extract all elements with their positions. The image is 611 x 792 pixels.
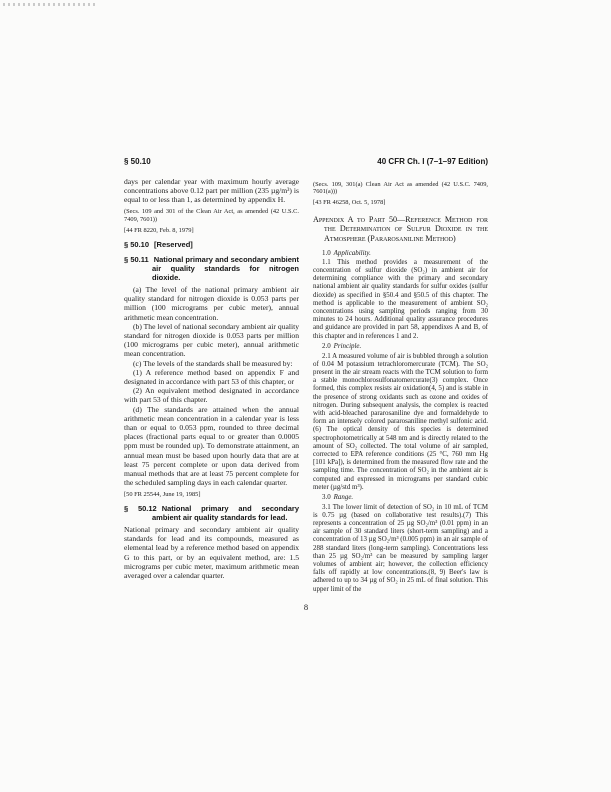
left-column: [124, 177, 299, 593]
paragraph-3-1: 3.1 The lower limit of detection of SO₂ in 10 mL of TCM is 0.75 µg (based on collaborative test results).(7) This represents a concentration of 25 µg SO₂/m³ (0.01 ppm) in an air sample of 30 standard liters (short-term sampling) and a concentration of 13 µg SO₂/m³ (0.005 ppm) in an air sample of 288 standard liters (long-term sampling). Concentrations less than 25 µg SO₂/m³ can be measured by sampling larger volumes of ambient air; however, the collection efficiency falls off rapidly at low concentrations.(8, 9) Beer's law is adhered to up to 34 µg of SO₂ in 25 mL of final solution. This upper limit of the: [313, 502, 488, 593]
paragraph-1-1: 1.1 This method provides a measurement of the concentration of sulfur dioxide (SO₂) in ambient air for determining compliance with the primary and secondary national ambient air quality standards for sulfur oxides (sulfur dioxide) as specified in §50.4 and §50.5 of this chapter. The method is applicable to the measurement of ambient SO₂ concentrations using sampling periods ranging from 30 minutes to 24 hours. Additional quality assurance procedures and guidance are provided in part 58, appendixes A and B, of this chapter and in references 1 and 2.: [313, 257, 488, 340]
section-title: [Reserved]: [154, 240, 193, 250]
appendix-section-number: 2.0: [322, 342, 331, 351]
continuation-paragraph: days per calendar year with maximum hourly average concentrations above 0.12 part per million (235 µg/m³) is equal to or less than 1, as determined by appendix H.: [124, 177, 299, 205]
source-note: [43 FR 46258, Oct. 5, 1978]: [313, 199, 386, 207]
text-columns: [124, 177, 488, 593]
appendix-section-label: Applicability.: [333, 248, 371, 257]
appendix-section-3-heading: [313, 493, 488, 501]
section-heading-50-12: [124, 504, 299, 522]
source-note: [44 FR 8220, Feb. 8, 1979]: [124, 226, 194, 234]
section-heading-50-10: [124, 240, 299, 249]
appendix-section-number: 3.0: [322, 493, 331, 502]
paragraph-d: (d) The standards are attained when the annual arithmetic mean concentration in a calendar year is less than or equal to 0.053 ppm, rounded to three decimal places (fractional parts equal to or greater than 0.0005 ppm must be rounded up). To demonstrate attainment, an annual mean must be based upon hourly data that are at least 75 percent complete or upon data derived from manual methods that are at least 75 percent complete for the scheduled sampling days in each calendar quarter.: [124, 404, 299, 488]
appendix-section-number: 1.0: [322, 248, 331, 257]
right-column: [313, 177, 488, 593]
paragraph-lead-standards: National primary and secondary ambient air quality standards for lead and its compounds, measured as elemental lead by a reference method based on appendix G to this part, or by an equivalent method, are: 1.5 micrograms per cubic meter, maximum arithmetic mean averaged over a calendar quarter.: [124, 524, 299, 580]
running-head-section-number: § 50.10: [124, 157, 151, 166]
appendix-heading: Appendix A to Part 50—Reference Method for the Determination of Sulfur Dioxide in the Atmosphere (Pararosaniline Method): [313, 214, 488, 243]
running-head-edition: 40 CFR Ch. I (7–1–97 Edition): [377, 157, 488, 166]
appendix-section-label: Principle.: [333, 342, 362, 351]
paragraph-c1: (1) A reference method based on appendix F and designated in accordance with part 53 of this chapter, or: [124, 367, 299, 386]
running-head: [124, 157, 488, 166]
appendix-section-2-heading: [313, 342, 488, 350]
statutory-citation: (Secs. 109 and 301 of the Clean Air Act, as amended (42 U.S.C. 7409, 7601)): [124, 208, 299, 223]
paragraph-b: (b) The level of national secondary ambient air quality standard for nitrogen dioxide is 0.053 parts per million (100 micrograms per cubic meter), annual arithmetic mean concentration.: [124, 321, 299, 359]
section-number: § 50.11: [124, 255, 149, 265]
paragraph-c2: (2) An equivalent method designated in accordance with part 53 of this chapter.: [124, 386, 299, 405]
paragraph-2-1: 2.1 A measured volume of air is bubbled through a solution of 0.04 M potassium tetrachloromercurate (TCM). The SO₂ present in the air stream reacts with the TCM solution to form a stable monochlorosulfonatomercurate(3) complex. Once formed, this complex resists air oxidation(4, 5) and is stable in the presence of strong oxidants such as ozone and oxides of nitrogen. During subsequent analysis, the complex is reacted with acid-bleached pararosaniline dye and formaldehyde to form an intensely colored pararosaniline methyl sulfonic acid.(6) The optical density of this species is determined spectrophotometrically at 548 nm and is directly related to the amount of SO₂ collected. The total volume of air sampled, corrected to EPA reference conditions (25 °C, 760 mm Hg [101 kPa]), is determined from the measured flow rate and the sampling time. The concentration of SO₂ in the ambient air is computed and expressed in micrograms per standard cubic meter (µg/std m³).: [313, 351, 488, 491]
appendix-section-1-heading: [313, 249, 488, 257]
paragraph-a: (a) The level of the national primary ambient air quality standard for nitrogen dioxide is 0.053 parts per million (100 micrograms per cubic meter), annual arithmetic mean concentration.: [124, 284, 299, 322]
paragraph-c: (c) The levels of the standards shall be measured by:: [133, 358, 293, 368]
statutory-citation: (Secs. 109, 301(a) Clean Air Act as amended (42 U.S.C. 7409, 7601(a))): [313, 180, 488, 196]
page-content: [124, 157, 488, 612]
section-number: § 50.12: [124, 504, 157, 514]
section-heading-50-11: [124, 255, 299, 282]
section-title: National primary and secondary ambient air quality standards for nitrogen dioxide.: [152, 255, 300, 283]
appendix-section-label: Range.: [333, 493, 354, 502]
source-note: [50 FR 25544, June 19, 1985]: [124, 490, 201, 498]
section-title: National primary and secondary ambient air quality standards for lead.: [152, 504, 299, 523]
page-number: 8: [303, 601, 309, 612]
scan-artifact: [3, 3, 95, 6]
section-number: § 50.10: [124, 240, 150, 250]
